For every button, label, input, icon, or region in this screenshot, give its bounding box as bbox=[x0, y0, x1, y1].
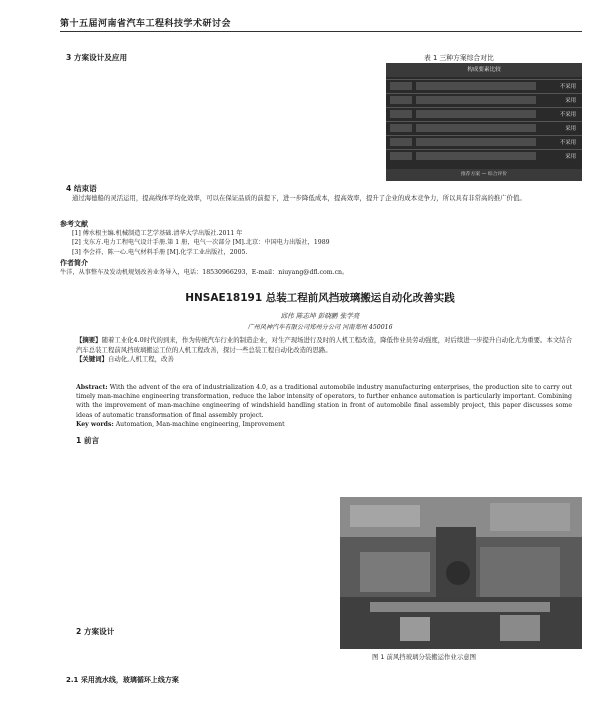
reference-item: [2] 戈东方.电力工程电气设计手册.第 1 册，电气一次部分 [M].北京：中国电力出版社，1989 bbox=[72, 239, 330, 247]
author-bio: 牛洋，从事整车及发动机规划改善业务导入，电话：18530966293，E-mail：niuyang@dfl.com.cn。 bbox=[60, 269, 349, 276]
reference-item: [3] 李会祥，陈一心.电气材料手册 [M].化学工业出版社，2005. bbox=[72, 248, 248, 256]
table-cell: 不采用 bbox=[559, 112, 576, 118]
table-cell: 采用 bbox=[565, 126, 576, 132]
table-row bbox=[386, 79, 582, 93]
scheme-heading: 3 方案设计及应用 bbox=[66, 53, 128, 62]
table-cell: 不采用 bbox=[559, 140, 576, 146]
table-row bbox=[386, 149, 582, 163]
table-row bbox=[386, 93, 582, 107]
design-heading: 2 方案设计 bbox=[76, 627, 115, 636]
running-head: 第十五届河南省汽车工程科技学术研讨会 bbox=[60, 19, 232, 29]
assembly-line-photo bbox=[340, 497, 582, 649]
table-row bbox=[386, 107, 582, 121]
table-header: 构成要素比较 bbox=[386, 63, 582, 77]
subsection-heading: 2.1 采用流水线，玻璃循环上线方案 bbox=[66, 676, 179, 684]
abstract-en: Abstract: With the advent of the era of industrialization 4.0, as a traditional automobile industry manufacturing enterprises, the production site to carry out timely man-machine engineering transformation, reduce the labor intensity of operators, to further enhance automation is particularly important. Combining with the improvement of man-machine engineering of windshield handling station in front of automobile final assembly project, this paper discusses some ideas of automatic transformation of final assembly project. Key words: Automation, Man-machine engineering, Improvement bbox=[76, 384, 573, 428]
article-title: HNSAE18191 总装工程前风挡玻璃搬运自动化改善实践 bbox=[185, 292, 455, 304]
table-cell: 采用 bbox=[565, 98, 576, 104]
article-affiliation: 广州风神汽车有限公司郑州分公司 河南郑州 450016 bbox=[247, 324, 393, 331]
photo-caption: 图 1 前风挡玻璃分装搬运作业示意图 bbox=[372, 653, 476, 661]
header-rule bbox=[60, 31, 582, 32]
table-footer: 推荐方案 — 综合评价 bbox=[386, 169, 582, 181]
table-row bbox=[386, 121, 582, 135]
table-cell: 采用 bbox=[565, 154, 576, 160]
author-heading: 作者简介 bbox=[60, 259, 88, 267]
references-list bbox=[60, 229, 580, 257]
table-cell: 不采用 bbox=[559, 84, 576, 90]
reference-item: [1] 傅水根主编.机械制造工艺学基础.清华大学出版社.2011 年 bbox=[72, 230, 243, 237]
article-authors: 邱伟 陈志坤 彭晓鹏 张学亮 bbox=[280, 312, 360, 320]
conclusion-body: 通过海德船的灵活运用，提高线体平均化效率，可以在保证品质的前提下，进一步降低成本，提高效率，提升了企业的成本竞争力，所以具有非常高的推广价值。 bbox=[72, 194, 526, 202]
photo-illustration bbox=[340, 497, 582, 649]
abstract-zh: 【摘要】随着工业化4.0时代的到来，作为传统汽车行业的制造企业，对生产现场进行及时的人机工程改造，降低作业员劳动强度，对后续进一步提升自动化尤为重要。本文结合汽车总装工程前风挡玻璃搬运工位的人机工程改善，探讨一些总装工程自动化改造的思路。 【关键词】自动化,人机工程，改善 bbox=[76, 336, 572, 364]
comparison-table bbox=[386, 63, 582, 181]
references-heading: 参考文献 bbox=[60, 220, 88, 228]
conclusion-heading: 4 结束语 bbox=[66, 184, 97, 193]
intro-heading: 1 前言 bbox=[76, 436, 100, 445]
table-caption: 表 1 三种方案综合对比 bbox=[424, 54, 494, 62]
table-row bbox=[386, 135, 582, 149]
